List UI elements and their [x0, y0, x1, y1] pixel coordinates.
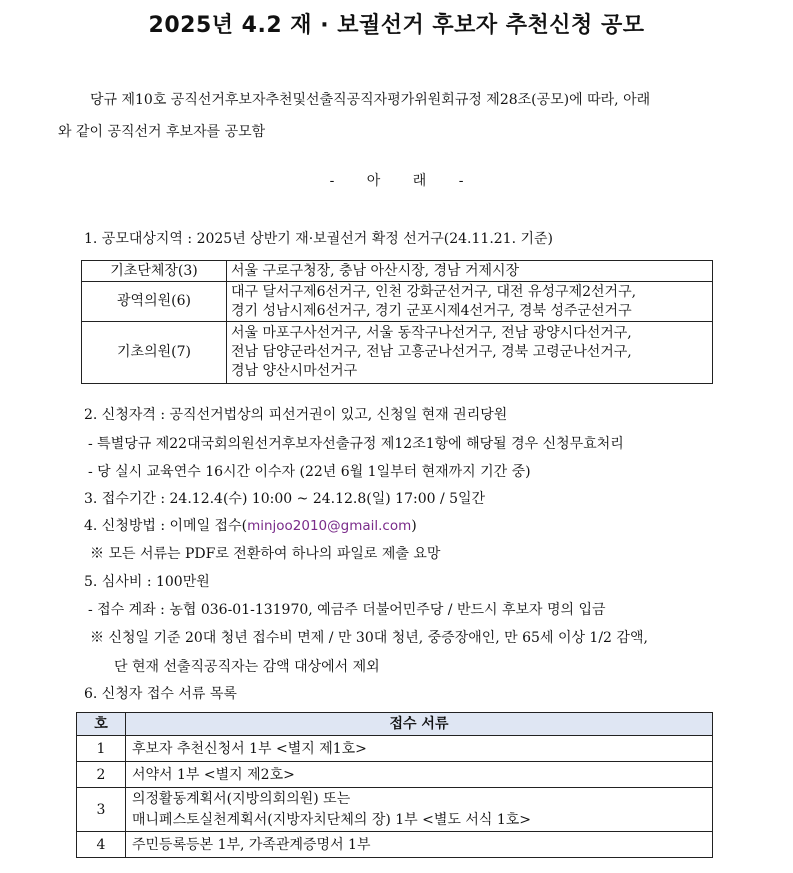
doc-item [126, 788, 713, 832]
section-5-note-1: ※ 신청일 기준 20대 청년 접수비 면제 / 만 30대 청년, 중증장애인, 만 65세 이상 1/2 감액, [90, 630, 648, 646]
region-label: 광역의원(6) [82, 282, 227, 322]
region-line: 서울 마포구사선거구, 서울 동작구나선거구, 전남 광양시다선거구, [231, 325, 632, 341]
table-row [77, 788, 713, 832]
section-4-prefix: 4. 신청방법 : 이메일 접수( [84, 518, 248, 534]
intro-paragraph [64, 84, 764, 116]
region-label: 기초의원(7) [82, 322, 227, 384]
region-label: 기초단체장(3) [82, 261, 227, 282]
email-link[interactable]: minjoo2010@gmail.com [247, 518, 412, 534]
region-line: 경기 성남시제6선거구, 경기 군포시제4선거구, 경북 성주군선거구 [231, 302, 632, 319]
section-2-sub-1: - 특별당규 제22대국회의원선거후보자선출규정 제12조1항에 해당될 경우 신청무효처리 [88, 436, 624, 452]
doc-item [126, 736, 713, 762]
doc-no: 4 [77, 832, 126, 858]
doc-item [126, 762, 713, 788]
target-region-table [81, 260, 713, 384]
intro-paragraph-cont [58, 116, 758, 148]
region-line: 대구 달서구제6선거구, 인천 강화군선거구, 대전 유성구제2선거구, [231, 283, 637, 300]
doc-line: 서약서 1부 <별지 제2호> [132, 766, 295, 783]
table-row [77, 832, 713, 858]
doc-line: 매니페스토실천계획서(지방자치단체의 장) 1부 <별도 서식 1호> [132, 811, 532, 828]
region-value [227, 322, 713, 384]
intro-line-1: 당규 제10호 공직선거후보자추천및선출직공직자평가위원회규정 제28조(공모)에 따라, 아래 [90, 92, 651, 108]
section-2-sub-2: - 당 실시 교육연수 16시간 이수자 (22년 6월 1일부터 현재까지 기간 중) [88, 464, 531, 480]
arae-heading: - 아 래 - [329, 173, 464, 189]
region-line: 경남 양산시마선거구 [231, 363, 358, 379]
region-value [227, 261, 713, 282]
doc-no: 2 [77, 762, 126, 788]
region-line: 전남 담양군라선거구, 전남 고흥군나선거구, 경북 고령군나선거구, [231, 344, 632, 360]
doc-line: 의정활동계획서(지방의회의원) 또는 [132, 790, 351, 807]
column-header-doc: 접수 서류 [126, 713, 713, 736]
doc-no: 3 [77, 788, 126, 832]
table-header-row [77, 713, 713, 736]
section-5-sub-1: - 접수 계좌 : 농협 036-01-131970, 예금주 더불어민주당 / 반드시 후보자 명의 입금 [88, 602, 606, 618]
doc-item [126, 832, 713, 858]
documents-table [76, 712, 713, 858]
section-5-note-2: 단 현재 선출직공직자는 감액 대상에서 제외 [114, 659, 380, 675]
doc-line: 주민등록등본 1부, 가족관계증명서 1부 [132, 836, 371, 853]
table-row [77, 736, 713, 762]
section-6-heading: 6. 신청자 접수 서류 목록 [84, 686, 237, 702]
intro-line-2: 와 같이 공직선거 후보자를 공모함 [58, 124, 266, 140]
table-row [82, 282, 713, 322]
region-value [227, 282, 713, 322]
column-header-no: 호 [77, 713, 126, 736]
section-4-heading [84, 515, 417, 535]
page-title: 2025년 4.2 재 · 보궐선거 후보자 추천신청 공모 [148, 13, 645, 38]
table-row [82, 322, 713, 384]
section-5-heading: 5. 심사비 : 100만원 [84, 574, 210, 590]
doc-line: 후보자 추천신청서 1부 <별지 제1호> [132, 740, 367, 757]
section-4-note: ※ 모든 서류는 PDF로 전환하여 하나의 파일로 제출 요망 [90, 546, 441, 562]
section-2-heading: 2. 신청자격 : 공직선거법상의 피선거권이 있고, 신청일 현재 권리당원 [84, 407, 508, 423]
table-row [77, 762, 713, 788]
section-1-heading: 1. 공모대상지역 : 2025년 상반기 재·보궐선거 확정 선거구(24.11.21. 기준) [84, 231, 553, 247]
section-4-suffix: ) [411, 518, 417, 534]
doc-no: 1 [77, 736, 126, 762]
region-line: 서울 구로구청장, 충남 아산시장, 경남 거제시장 [231, 262, 520, 279]
section-3-heading: 3. 접수기간 : 24.12.4(수) 10:00 ~ 24.12.8(일) 17:00 / 5일간 [84, 491, 486, 507]
table-row [82, 261, 713, 282]
